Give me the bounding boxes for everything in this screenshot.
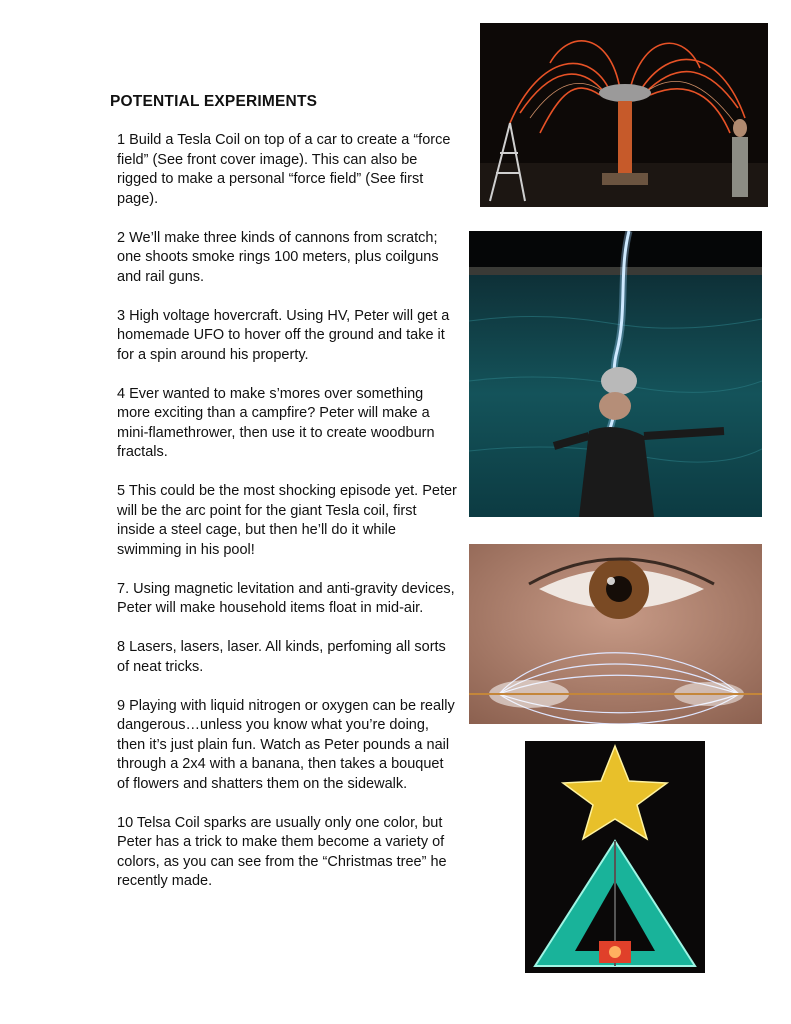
experiment-paragraph: 3 High voltage hovercraft. Using HV, Peter will get a homemade UFO to hover off the ground and take it for a spin around his property. <box>117 307 450 363</box>
experiments-list <box>117 131 457 911</box>
experiment-paragraph: 2 We’ll make three kinds of cannons from scratch; one shoots smoke rings 100 meters, plus coilguns and rail guns. <box>117 229 439 285</box>
page-heading: POTENTIAL EXPERIMENTS <box>110 93 318 110</box>
pool-arc-photo <box>469 231 762 517</box>
christmas-tree-photo <box>525 741 705 973</box>
experiment-paragraph: 8 Lasers, lasers, laser. All kinds, perfoming all sorts of neat tricks. <box>117 639 446 675</box>
experiment-paragraph: 1 Build a Tesla Coil on top of a car to create a “force field” (See front cover image). This can also be rigged to make a personal “force field” (See first page). <box>117 132 451 207</box>
experiment-paragraph: 9 Playing with liquid nitrogen or oxygen can be really dangerous…unless you know what you’re doing, then it’s just plain fun. Watch as Peter pounds a nail through a 2x4 with a banana, then takes a bouquet of flowers and shatters them on the sidewalk. <box>117 697 455 792</box>
experiment-paragraph: 4 Ever wanted to make s’mores over something more exciting than a campfire? Peter will make a mini-flamethrower, then use it to create woodburn fractals. <box>117 385 435 460</box>
experiment-paragraph: 10 Telsa Coil sparks are usually only one color, but Peter has a trick to make them become a variety of colors, as you can see from the “Christmas tree” he recently made. <box>117 814 447 889</box>
experiment-paragraph: 5 This could be the most shocking episode yet. Peter will be the arc point for the giant Tesla coil, first inside a steel cage, but then he’ll do it while swimming in his pool! <box>117 483 457 558</box>
tesla-coil-photo <box>480 23 768 207</box>
eye-arc-photo <box>469 544 762 724</box>
experiment-paragraph: 7. Using magnetic levitation and anti-gravity devices, Peter will make household items float in mid-air. <box>117 580 455 616</box>
